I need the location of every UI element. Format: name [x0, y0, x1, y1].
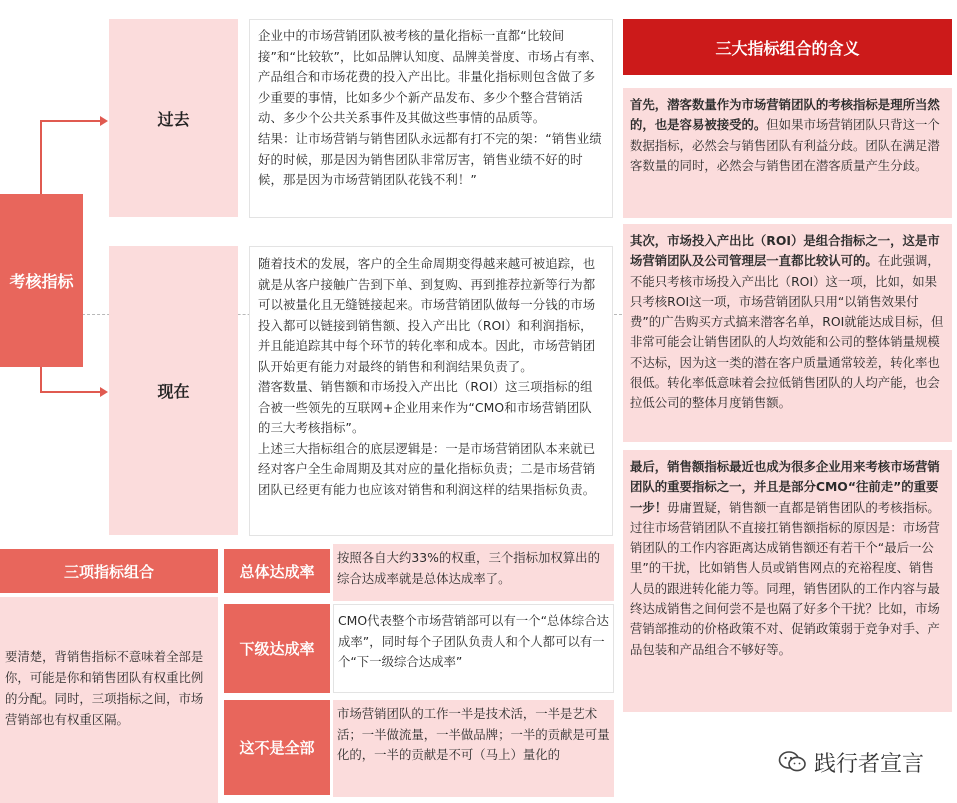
meaning-1-bold: 首先，潜客数量作为市场营销团队的考核指标是理所当然的，也是容易被接受的。: [630, 97, 940, 133]
meaning-2-bold: 其次，市场投入产出比（ROI）是组合指标之一，这是市场营销团队及公司管理层一直都比较认可的。: [630, 233, 940, 269]
three-metrics-header-label: 三项指标组合: [63, 562, 154, 581]
three-metrics-intro: [0, 597, 218, 803]
meaning-block-2: [623, 224, 952, 442]
sub-rate-text-box: [333, 604, 614, 693]
not-all-label-box: [224, 700, 330, 795]
sub-rate-label: 下级达成率: [239, 640, 315, 658]
overall-rate-label: 总体达成率: [239, 562, 315, 581]
meaning-header-label: 三大指标组合的含义: [715, 38, 860, 58]
arrow-to-now-icon: [100, 387, 108, 397]
meaning-3-bold: 最后，销售额指标最近也成为很多企业用来考核市场营销团队的重要指标之一，并且是部分CMO“往前走”的重要一步！: [630, 459, 940, 515]
connector-vertical-top: [40, 120, 42, 194]
meaning-1-text: 但如果市场营销团队只背这一个数据指标，必然会与销售团队有利益分歧。团队在满足潜客数量的同时，必然会与销售团在潜客质量产生分歧。: [630, 117, 940, 173]
now-node: [109, 246, 238, 535]
connector-vertical-bottom: [40, 366, 42, 392]
root-node-kpi: [0, 194, 83, 367]
sub-rate-text: CMO代表整个市场营销部可以有一个“总体综合达成率”，同时每个子团队负责人和个人都可以有一个“下一级综合达成率”: [338, 613, 609, 669]
not-all-text-box: [333, 700, 614, 797]
overall-rate-text: 按照各自大约33%的权重，三个指标加权算出的综合达成率就是总体达成率了。: [337, 550, 600, 586]
past-node: [109, 19, 238, 217]
now-label: 现在: [157, 382, 190, 401]
not-all-text: 市场营销团队的工作一半是技术活，一半是艺术活；一半做流量，一半做品牌；一半的贡献是可量化的，一半的贡献是不可（马上）量化的: [337, 706, 610, 763]
past-label: 过去: [157, 109, 190, 129]
connector-to-past: [40, 120, 102, 122]
meaning-2-text: 在此强调，不能只考核市场投入产出比（ROI）这一项，比如，如果只考核ROI这一项，市场营销团队只用“以销售效果付费”的广告购买方式搞来潜客名单，ROI就能达成目标，但非常可能会让销售团队的人均效能和公司的整体销量规模不达标，因为这一类的潜在客户质量通常较差，转化率也很低。转化率低意味着会拉低销售团队的人均产能，也会拉低公司的整体月度销售额。: [630, 253, 944, 411]
three-metrics-header: [0, 549, 218, 593]
now-description: [249, 246, 613, 536]
now-paragraph-1: 随着技术的发展，客户的全生命周期变得越来越可被追踪，也就是从客户接触广告到下单、到复购、再到推荐拉新等行为都可以被量化且无缝链接起来。市场营销团队做每一分钱的市场投入都可以链接到销售额、投入产出比（ROI）和利润指标，并且能追踪其中每个环节的转化率和成本。因此，市场营销团队开始更有能力对最终的销售和利润结果负责了。: [258, 256, 596, 374]
wechat-icon: [778, 749, 808, 775]
past-paragraph-1: 企业中的市场营销团队被考核的量化指标一直都“比较间接”和“比较软”，比如品牌认知度、品牌美誉度、市场占有率、产品组合和市场花费的投入产出比。非量化指标则包含做了多少重要的事情，比如多少个新产品发布、多少个整合营销活动、多少个公共关系事件及其做这些事情的品质等。: [258, 28, 603, 126]
connector-to-now: [40, 391, 102, 393]
past-description: [249, 19, 613, 218]
overall-rate-label-box: [224, 549, 330, 593]
past-paragraph-2: 结果：让市场营销与销售团队永远都有打不完的架：“销售业绩好的时候，那是因为销售团队非常厉害，销售业绩不好的时候，那是因为市场营销团队花钱不利！”: [258, 130, 602, 188]
watermark: [778, 744, 953, 780]
now-paragraph-2: 潜客数量、销售额和市场投入产出比（ROI）这三项指标的组合被一些领先的互联网+企业用来作为“CMO和市场营销团队的三大考核指标”。: [258, 379, 593, 435]
overall-rate-text-box: [333, 544, 614, 601]
not-all-label: 这不是全部: [239, 739, 315, 757]
meaning-block-1: [623, 88, 952, 218]
meaning-3-text: 毋庸置疑，销售额一直都是销售团队的考核指标。过往市场营销团队不直接扛销售额指标的原因是：市场营销团队的工作内容距离达成销售额还有若干个“最后一公里”的干扰，比如销售人员或销售网点的充裕程度、销售人员的跟进转化能力等。同理，销售团队的工作内容与最终达成销售之间何尝不是也隔了好多个干扰？比如，市场营销部推动的价格政策不对、促销政策弱于竞争对手、产品包装和产品组合不够好等。: [630, 499, 940, 657]
three-metrics-intro-text: 要清楚，背销售指标不意味着全部是你，可能是你和销售团队有权重比例的分配。同时，三项指标之间，市场营销部也有权重区隔。: [5, 649, 204, 727]
meaning-header: [623, 19, 952, 75]
arrow-to-past-icon: [100, 116, 108, 126]
sub-rate-label-box: [224, 604, 330, 693]
root-node-label: 考核指标: [9, 272, 74, 291]
meaning-block-3: [623, 450, 952, 712]
watermark-text: 践行者宣言: [814, 751, 925, 777]
now-paragraph-3: 上述三大指标组合的底层逻辑是：一是市场营销团队本来就已经对客户全生命周期及其对应的量化指标负责；二是市场营销团队已经更有能力也应该对销售和利润这样的结果指标负责。: [258, 440, 596, 497]
